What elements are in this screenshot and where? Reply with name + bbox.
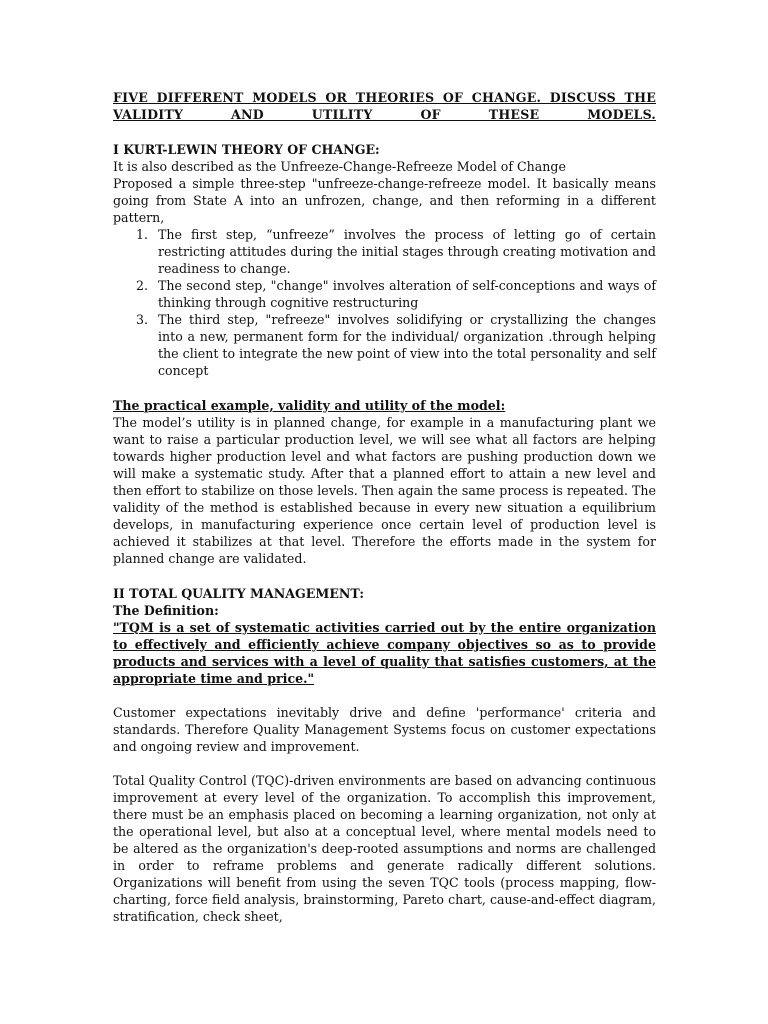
list-item (136, 226, 656, 277)
title-line-1: FIVE DIFFERENT MODELS OR THEORIES OF CHANGE. DISCUSS THE (113, 90, 656, 105)
customer-expectations-paragraph: Customer expectations inevitably drive and define 'performance' criteria and standards. Therefore Quality Management Systems focus on customer expectations and ongoing review and improvement. (113, 705, 656, 754)
list-item-number: 1. (136, 227, 149, 242)
tqc-paragraph: Total Quality Control (TQC)-driven environments are based on advancing continuous improvement at every level of the organization. To accomplish this improvement, there must be an emphasis placed on becoming a learning organization, not only at the operational level, but also at a conceptual level, where mental models need to be altered as the organization's deep-rooted assumptions and norms are challenged in order to reframe problems and generate radically different solutions. Organizations will benefit from using the seven TQC tools (process mapping, flow-charting, force field analysis, brainstorming, Pareto chart, cause-and-effect diagram, stratification, check sheet, (113, 773, 656, 924)
section1-intro-paragraph: Proposed a simple three-step "unfreeze-change-refreeze model. It basically means going from State A into an unfrozen, change, and then reforming in a different pattern, (113, 176, 656, 225)
list-item (136, 311, 656, 379)
tqm-definition-quote: "TQM is a set of systematic activities carried out by the entire organization to effectively and efficiently achieve company objectives so as to provide products and services with a level of quality that satisfies customers, at the appropriate time and price." (113, 620, 656, 686)
list-item-text: The first step, “unfreeze” involves the process of letting go of certain restricting attitudes during the initial stages through creating motivation and readiness to change. (158, 227, 656, 276)
definition-label: The Definition: (113, 603, 219, 618)
practical-example-paragraph: The model’s utility is in planned change, for example in a manufacturing plant we want to raise a particular production level, we will see what all factors are helping towards higher production level and what factors are pushing production down we will make a systematic study. After that a planned effort to attain a new level and then effort to stabilize on those levels. Then again the same process is repeated. The validity of the method is established because in every new situation a equilibrium develops, in manufacturing experience once certain level of production level is achieved it stabilizes at that level. Therefore the efforts made in the system for planned change are validated. (113, 415, 656, 566)
list-item (136, 277, 656, 311)
section1-intro-line: It is also described as the Unfreeze-Change-Refreeze Model of Change (113, 159, 566, 174)
title-line-2: VALIDITY AND UTILITY OF THESE MODELS. (113, 107, 656, 122)
list-item-number: 2. (136, 278, 149, 293)
list-item-text: The second step, "change" involves alteration of self-conceptions and ways of thinking through cognitive restructuring (158, 278, 656, 310)
practical-example-subheading: The practical example, validity and utility of the model: (113, 398, 506, 413)
document-title (113, 89, 656, 123)
steps-list (113, 226, 656, 379)
section-heading-tqm: II TOTAL QUALITY MANAGEMENT: (113, 586, 365, 601)
list-item-text: The third step, "refreeze" involves solidifying or crystallizing the changes into a new, permanent form for the individual/ organization .through helping the client to integrate the new point of view into the total personality and self concept (158, 312, 656, 378)
section-heading-kurt-lewin: I KURT-LEWIN THEORY OF CHANGE: (113, 142, 380, 157)
list-item-number: 3. (136, 312, 149, 327)
